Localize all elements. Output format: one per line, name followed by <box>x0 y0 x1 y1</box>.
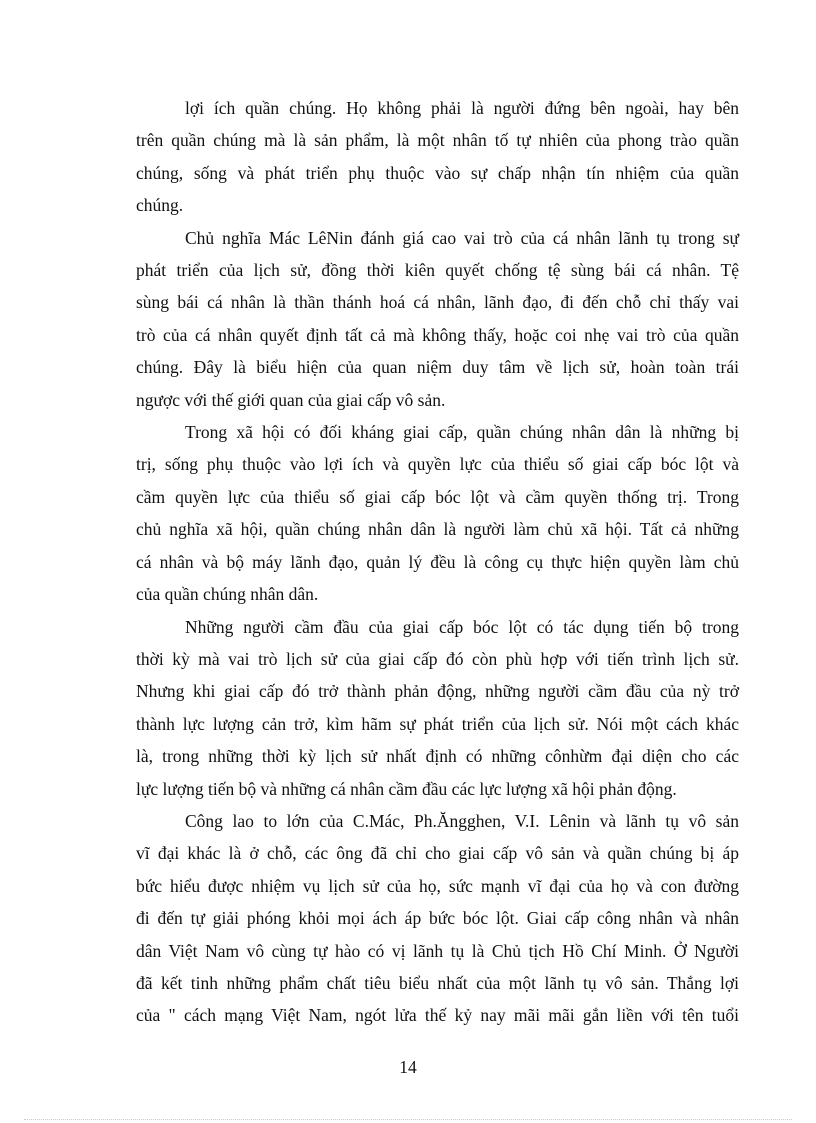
paragraph <box>136 611 739 805</box>
text-line: trị, sống phụ thuộc vào lợi ích và quyền lực của thiểu số giai cấp bóc lột và <box>136 454 739 475</box>
text-line: sùng bái cá nhân là thần thánh hoá cá nhân, lãnh đạo, đi đến chỗ chỉ thấy vai <box>136 292 739 313</box>
text-line: chúng. Đây là biểu hiện của quan niệm duy tâm về lịch sử, hoàn toàn trái <box>136 357 739 378</box>
text-line: là, trong những thời kỳ lịch sử nhất định có những cônhừm đại diện cho các <box>136 746 739 767</box>
page-number: 14 <box>399 1057 417 1077</box>
text-line: Công lao to lớn của C.Mác, Ph.Ăngghen, V.I. Lênin và lãnh tụ vô sản <box>185 810 739 831</box>
text-line: cầm quyền lực của thiểu số giai cấp bóc lột và cầm quyền thống trị. Trong <box>136 486 739 507</box>
paragraph <box>136 222 739 416</box>
text-line: ngược với thế giới quan của giai cấp vô sản. <box>136 389 446 410</box>
text-line: chúng. <box>136 195 184 216</box>
text-line: đã kết tinh những phẩm chất tiêu biểu nhất của một lãnh tụ vô sản. Thắng lợi <box>136 972 739 993</box>
text-line: lợi ích quần chúng. Họ không phải là người đứng bên ngoài, hay bên <box>185 98 739 118</box>
text-line: lực lượng tiến bộ và những cá nhân cầm đầu các lực lượng xã hội phản động. <box>136 778 677 799</box>
text-line: Chủ nghĩa Mác LêNin đánh giá cao vai trò của cá nhân lãnh tụ trong sự <box>185 227 739 248</box>
text-line: của " cách mạng Việt Nam, ngót lửa thế kỷ nay mãi mãi gắn liền với tên tuổi <box>136 1005 739 1026</box>
page-bottom-edge <box>24 1119 792 1120</box>
text-line: bức hiểu được nhiệm vụ lịch sử của họ, sức mạnh vĩ đại của họ và con đường <box>136 875 739 896</box>
text-line: trò của cá nhân quyết định tất cả mà không thấy, hoặc coi nhẹ vai trò của quần <box>136 324 739 345</box>
text-line: thành lực lượng cản trở, kìm hãm sự phát triển của lịch sử. Nói một cách khác <box>136 713 739 734</box>
text-line: phát triển của lịch sử, đồng thời kiên quyết chống tệ sùng bái cá nhân. Tệ <box>136 260 739 281</box>
text-line: dân Việt Nam vô cùng tự hào có vị lãnh tụ là Chủ tịch Hồ Chí Minh. Ở Người <box>136 940 739 961</box>
text-line: cá nhân và bộ máy lãnh đạo, quản lý đều là công cụ thực hiện quyền làm chủ <box>136 551 739 572</box>
paragraph <box>136 92 739 222</box>
text-line: Nhưng khi giai cấp đó trở thành phản động, những người cầm đầu của nỳ trở <box>136 681 739 702</box>
text-line: chúng, sống và phát triển phụ thuộc vào sự chấp nhận tín nhiệm của quần <box>136 162 739 183</box>
text-line: trên quần chúng mà là sản phẩm, là một nhân tố tự nhiên của phong trào quần <box>136 130 739 151</box>
body-text <box>136 92 739 1032</box>
paragraph <box>136 805 739 1032</box>
text-line: của quần chúng nhân dân. <box>136 584 319 605</box>
text-line: vĩ đại khác là ở chỗ, các ông đã chỉ cho giai cấp vô sản và quần chúng bị áp <box>136 843 739 864</box>
text-line: chủ nghĩa xã hội, quần chúng nhân dân là người làm chủ xã hội. Tất cả những <box>136 519 739 540</box>
text-line: Trong xã hội có đối kháng giai cấp, quần chúng nhân dân là những bị <box>185 422 739 443</box>
paragraph <box>136 416 739 610</box>
text-line: đi đến tự giải phóng khỏi mọi ách áp bức bóc lột. Giai cấp công nhân và nhân <box>136 908 739 929</box>
text-line: thời kỳ mà vai trò lịch sử của giai cấp đó còn phù hợp với tiến trình lịch sử. <box>136 648 739 669</box>
text-line: Những người cầm đầu của giai cấp bóc lột có tác dụng tiến bộ trong <box>185 616 739 637</box>
